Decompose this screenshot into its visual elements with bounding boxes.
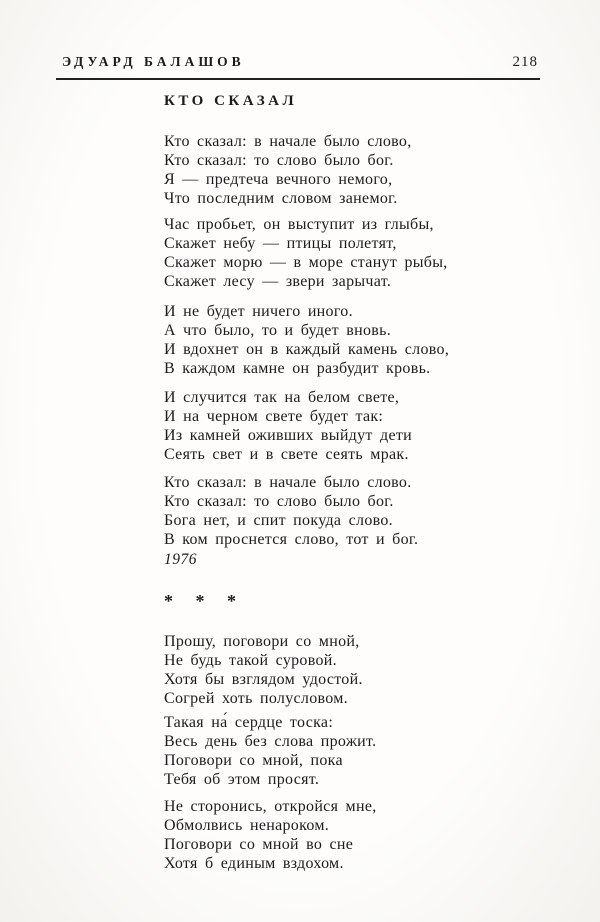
poem1-stanza-4 [164, 388, 412, 464]
poem-line: Хотя бы взглядом удостой. [164, 671, 363, 688]
poem1-stanza-5 [164, 473, 418, 549]
poem-line: Скажет небу — птицы полетят, [164, 235, 397, 252]
poem-line: Бога нет, и спит покуда слово. [164, 512, 393, 529]
poem-line: Поговори со мной, пока [164, 752, 343, 769]
poem-line: И не будет ничего иного. [164, 303, 353, 320]
poem-line: Тебя об этом просят. [164, 771, 320, 788]
poem-title: КТО СКАЗАЛ [164, 93, 298, 109]
poem-line: Я — предтеча вечного немого, [164, 171, 393, 188]
poem-line: Не будь такой суровой. [164, 652, 337, 669]
poem-line: Из камней оживших выйдут дети [164, 427, 413, 444]
poem-line: Весь день без слова прожит. [164, 733, 377, 750]
poem-line: Такая на́ сердце тоска: [164, 714, 334, 731]
poem-line: Кто сказал: то слово было бог. [164, 152, 394, 169]
poem-line: А что было, то и будет вновь. [164, 322, 392, 339]
page-header [62, 54, 538, 71]
poem-line: И на черном свете будет так: [164, 408, 384, 425]
poem-line: В ком проснется слово, тот и бог. [164, 531, 419, 548]
poem-line: Согрей хоть полусловом. [164, 690, 348, 707]
poem-line: Скажет морю — в море станут рыбы, [164, 254, 448, 271]
poem2-stanza-3 [164, 797, 377, 873]
poem-line: Сеять свет и в свете сеять мрак. [164, 446, 409, 463]
poem-line: Час пробьет, он выступит из глыбы, [164, 216, 434, 233]
poem-line: Прошу, поговори со мной, [164, 633, 360, 650]
poem-line: В каждом камне он разбудит кровь. [164, 360, 431, 377]
poem2-stanza-2 [164, 713, 376, 789]
poem-line: Обмолвись ненароком. [164, 817, 330, 834]
author-name: ЭДУАРД БАЛАШОВ [62, 54, 245, 69]
poem-line: Кто сказал: то слово было бог. [164, 493, 394, 510]
poem1-stanza-3 [164, 302, 449, 378]
poem-line: Кто сказал: в начале было слово. [164, 474, 412, 491]
poem-line: Хотя б единым вздохом. [164, 855, 344, 872]
poem-separator-asterisks: * * * [164, 591, 236, 611]
poem2-stanza-1 [164, 632, 363, 708]
poem-date: 1976 [164, 551, 197, 568]
poem-line: И вдохнет он в каждый камень слово, [164, 341, 450, 358]
poem-line: И случится так на белом свете, [164, 389, 400, 406]
poem-line: Не сторонись, откройся мне, [164, 798, 377, 815]
poem1-stanza-2 [164, 215, 448, 291]
poem-line: Кто сказал: в начале было слово, [164, 133, 412, 150]
poem-line: Поговори со мной во сне [164, 836, 354, 853]
poem-line: Скажет лесу — звери зарычат. [164, 273, 392, 290]
header-rule [56, 78, 540, 80]
poem-line: Что последним словом занемог. [164, 190, 398, 207]
poem1-stanza-1 [164, 132, 412, 208]
page-number: 218 [512, 54, 538, 70]
